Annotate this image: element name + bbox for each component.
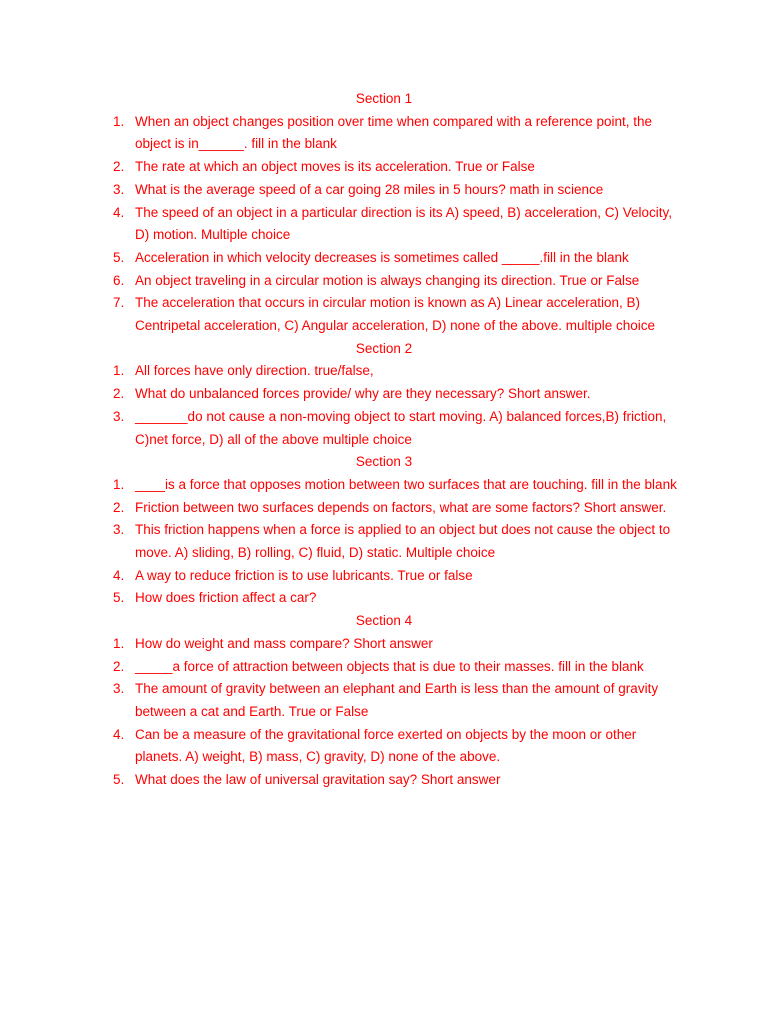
question-number: 1. bbox=[113, 476, 125, 492]
question-item bbox=[0, 156, 680, 179]
question-item bbox=[0, 678, 680, 723]
question-number: 4. bbox=[113, 726, 125, 742]
question-item bbox=[0, 247, 680, 270]
question-text: All forces have only direction. true/false, bbox=[135, 363, 374, 379]
question-text: This friction happens when a force is applied to an object but does not cause the object to move. A) sliding, B) rolling, C) fluid, D) static. Multiple choice bbox=[135, 522, 671, 561]
question-text: What does the law of universal gravitation say? Short answer bbox=[135, 772, 501, 788]
question-text: When an object changes position over time when compared with a reference point, the object is in______. fill in the blank bbox=[135, 113, 653, 152]
section-title: Section 2 bbox=[355, 340, 413, 356]
question-item bbox=[0, 270, 680, 293]
question-text: Acceleration in which velocity decreases is sometimes called _____.fill in the blank bbox=[135, 249, 629, 265]
question-list bbox=[0, 474, 768, 610]
section-title: Section 3 bbox=[355, 454, 413, 470]
question-number: 1. bbox=[113, 635, 125, 651]
question-text: ____is a force that opposes motion between two surfaces that are touching. fill in the blank bbox=[135, 476, 677, 492]
question-number: 2. bbox=[113, 499, 125, 515]
section-title: Section 4 bbox=[355, 613, 413, 629]
question-item bbox=[0, 179, 680, 202]
question-text: The rate at which an object moves is its acceleration. True or False bbox=[135, 159, 535, 175]
question-item bbox=[0, 406, 680, 451]
question-item bbox=[0, 656, 680, 679]
document-page bbox=[0, 88, 768, 792]
question-text: The speed of an object in a particular direction is its A) speed, B) acceleration, C) Velocity, D) motion. Multiple choice bbox=[135, 204, 673, 243]
question-number: 3. bbox=[113, 681, 125, 697]
section-3 bbox=[0, 451, 768, 610]
question-number: 2. bbox=[113, 386, 125, 402]
question-number: 3. bbox=[113, 522, 125, 538]
question-number: 3. bbox=[113, 181, 125, 197]
section-2 bbox=[0, 338, 768, 452]
question-item bbox=[0, 360, 680, 383]
question-number: 2. bbox=[113, 159, 125, 175]
question-text: The amount of gravity between an elephant and Earth is less than the amount of gravity between a cat and Earth. True or False bbox=[135, 681, 659, 719]
question-number: 4. bbox=[113, 567, 125, 583]
question-item bbox=[0, 383, 680, 406]
question-number: 2. bbox=[113, 658, 125, 674]
question-number: 1. bbox=[113, 363, 125, 379]
question-number: 7. bbox=[113, 295, 125, 311]
question-item bbox=[0, 519, 680, 564]
section-1 bbox=[0, 88, 768, 338]
question-text: How do weight and mass compare? Short answer bbox=[135, 635, 433, 651]
question-number: 3. bbox=[113, 408, 125, 424]
question-list bbox=[0, 633, 768, 792]
question-text: Friction between two surfaces depends on factors, what are some factors? Short answer. bbox=[135, 499, 667, 515]
question-text: _______do not cause a non-moving object to start moving. A) balanced forces,B) friction, C)net force, D) all of the above multiple choice bbox=[135, 408, 667, 447]
question-number: 5. bbox=[113, 590, 125, 606]
question-item bbox=[0, 633, 680, 656]
question-item bbox=[0, 724, 680, 769]
question-item bbox=[0, 474, 680, 497]
question-text: _____a force of attraction between objects that is due to their masses. fill in the blank bbox=[135, 658, 644, 674]
question-number: 5. bbox=[113, 249, 125, 265]
question-item bbox=[0, 565, 680, 588]
question-item bbox=[0, 769, 680, 792]
question-item bbox=[0, 202, 680, 247]
question-item bbox=[0, 587, 680, 610]
question-number: 1. bbox=[113, 113, 125, 129]
question-item bbox=[0, 497, 680, 520]
question-text: A way to reduce friction is to use lubricants. True or false bbox=[135, 567, 473, 583]
question-item bbox=[0, 111, 680, 156]
question-list bbox=[0, 111, 768, 338]
question-list bbox=[0, 360, 768, 451]
question-text: The acceleration that occurs in circular motion is known as A) Linear acceleration, B) Centripetal acceleration, C) Angular acceleration, D) none of the above. multiple choice bbox=[135, 295, 656, 334]
question-text: Can be a measure of the gravitational force exerted on objects by the moon or other planets. A) weight, B) mass, C) gravity, D) none of the above. bbox=[135, 726, 637, 765]
question-text: An object traveling in a circular motion is always changing its direction. True or False bbox=[135, 272, 640, 288]
question-number: 4. bbox=[113, 204, 125, 220]
question-text: How does friction affect a car? bbox=[135, 590, 317, 606]
question-text: What is the average speed of a car going 28 miles in 5 hours? math in science bbox=[135, 181, 604, 197]
section-4 bbox=[0, 610, 768, 792]
question-item bbox=[0, 292, 680, 337]
question-text: What do unbalanced forces provide/ why are they necessary? Short answer. bbox=[135, 386, 591, 402]
section-title: Section 1 bbox=[355, 91, 413, 106]
question-number: 6. bbox=[113, 272, 125, 288]
question-number: 5. bbox=[113, 772, 125, 788]
